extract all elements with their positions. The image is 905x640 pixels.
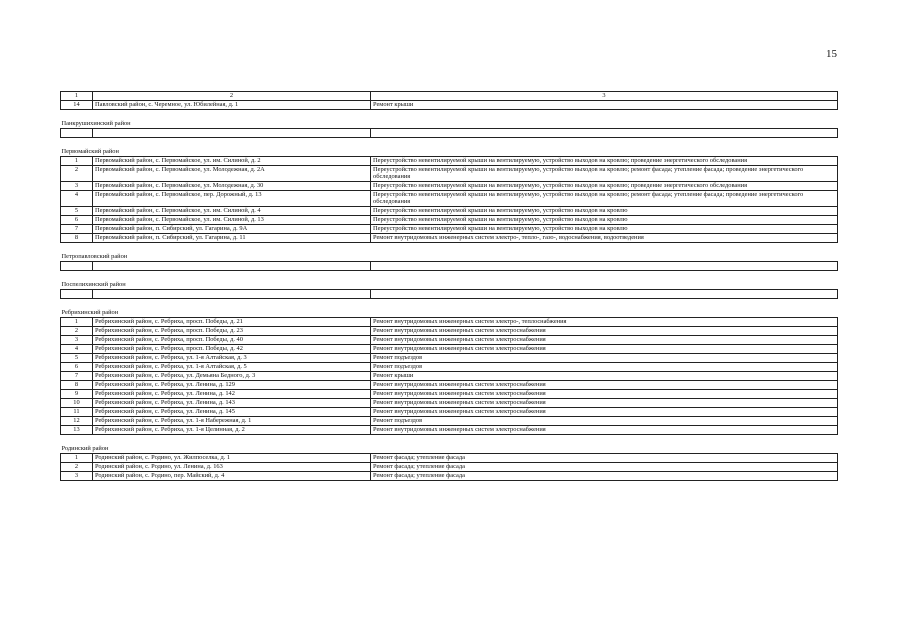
table-row bbox=[61, 425, 838, 434]
row-work: Переустройство невентилируемой крыши на вентилируемую, устройство выходов на кровлю; ремонт фасада; утепление фасада; проведение энергетического обследования bbox=[371, 190, 838, 206]
row-work: Ремонт внутридомовых инженерных систем электроснабжения bbox=[371, 326, 838, 335]
row-address: Первомайский район, с. Первомайское, пер. Дорожный, д. 13 bbox=[93, 190, 371, 206]
table-row bbox=[61, 233, 838, 242]
table-row bbox=[61, 181, 838, 190]
table-row bbox=[61, 453, 838, 462]
row-number: 12 bbox=[61, 416, 93, 425]
district-name: Родинский район bbox=[61, 434, 838, 453]
table-row bbox=[61, 206, 838, 215]
table-row bbox=[61, 224, 838, 233]
row-number: 7 bbox=[61, 371, 93, 380]
table-body bbox=[61, 92, 838, 481]
row-address: Первомайский район, п. Сибирский, ул. Гагарина, д. 9А bbox=[93, 224, 371, 233]
row-address: Ребрихинский район, с. Ребриха, просп. Победы, д. 23 bbox=[93, 326, 371, 335]
row-work: Ремонт внутридомовых инженерных систем электроснабжения bbox=[371, 335, 838, 344]
empty-cell-number bbox=[61, 261, 93, 270]
row-number: 3 bbox=[61, 471, 93, 480]
row-address: Первомайский район, с. Первомайское, ул. им. Силиной, д. 4 bbox=[93, 206, 371, 215]
table-row bbox=[61, 371, 838, 380]
row-address: Ребрихинский район, с. Ребриха, ул. Ленина, д. 129 bbox=[93, 380, 371, 389]
empty-cell-work bbox=[371, 289, 838, 298]
repair-program-table bbox=[60, 91, 838, 481]
table-row bbox=[61, 362, 838, 371]
row-work: Ремонт внутридомовых инженерных систем электроснабжения bbox=[371, 389, 838, 398]
table-row bbox=[61, 326, 838, 335]
table-row bbox=[61, 156, 838, 165]
row-work: Ремонт внутридомовых инженерных систем электроснабжения bbox=[371, 398, 838, 407]
header-col-address: 2 bbox=[93, 92, 371, 101]
table-row bbox=[61, 407, 838, 416]
table-row bbox=[61, 380, 838, 389]
row-work: Ремонт внутридомовых инженерных систем электроснабжения bbox=[371, 407, 838, 416]
row-number: 11 bbox=[61, 407, 93, 416]
row-address: Первомайский район, с. Первомайское, ул. им. Силиной, д. 2 bbox=[93, 156, 371, 165]
row-number: 4 bbox=[61, 344, 93, 353]
row-number: 5 bbox=[61, 353, 93, 362]
row-number: 6 bbox=[61, 215, 93, 224]
district-section-row bbox=[61, 109, 838, 128]
row-number: 2 bbox=[61, 165, 93, 181]
row-address: Ребрихинский район, с. Ребриха, ул. 1-я Целинная, д. 2 bbox=[93, 425, 371, 434]
row-work: Ремонт крыши bbox=[371, 371, 838, 380]
row-number: 2 bbox=[61, 462, 93, 471]
row-work: Переустройство невентилируемой крыши на вентилируемую, устройство выходов на кровлю; проведение энергетического обследования bbox=[371, 181, 838, 190]
district-name: Поспелихинский район bbox=[61, 270, 838, 289]
row-address: Ребрихинский район, с. Ребриха, ул. 1-я Алтайская, д. 3 bbox=[93, 353, 371, 362]
table-row bbox=[61, 462, 838, 471]
row-work: Ремонт фасада; утепление фасада bbox=[371, 471, 838, 480]
district-section-row bbox=[61, 137, 838, 156]
row-work: Ремонт внутридомовых инженерных систем электро-, тепло-, газо-, водоснабжения, водоотведения bbox=[371, 233, 838, 242]
district-section-row bbox=[61, 298, 838, 317]
row-number: 1 bbox=[61, 317, 93, 326]
table-row bbox=[61, 471, 838, 480]
row-number: 14 bbox=[61, 100, 93, 109]
district-section-row bbox=[61, 270, 838, 289]
row-work: Ремонт подъездов bbox=[371, 362, 838, 371]
empty-row bbox=[61, 261, 838, 270]
district-name: Панкрушихинский район bbox=[61, 109, 838, 128]
row-address: Родинский район, с. Родино, ул. Жилпоселка, д. 1 bbox=[93, 453, 371, 462]
row-work: Переустройство невентилируемой крыши на вентилируемую, устройство выходов на кровлю; ремонт фасада; утепление фасада; проведение энергетического обследования bbox=[371, 165, 838, 181]
table-row bbox=[61, 389, 838, 398]
empty-cell-address bbox=[93, 128, 371, 137]
district-name: Петропавловский район bbox=[61, 242, 838, 261]
row-number: 9 bbox=[61, 389, 93, 398]
empty-cell-work bbox=[371, 128, 838, 137]
row-work: Ремонт фасада; утепление фасада bbox=[371, 462, 838, 471]
empty-cell-address bbox=[93, 289, 371, 298]
row-address: Ребрихинский район, с. Ребриха, ул. Ленина, д. 143 bbox=[93, 398, 371, 407]
row-number: 6 bbox=[61, 362, 93, 371]
table-row bbox=[61, 335, 838, 344]
district-name: Первомайский район bbox=[61, 137, 838, 156]
empty-cell-number bbox=[61, 128, 93, 137]
row-address: Родинский район, с. Родино, пер. Майский, д. 4 bbox=[93, 471, 371, 480]
row-address: Ребрихинский район, с. Ребриха, ул. Демьяна Бедного, д. 3 bbox=[93, 371, 371, 380]
row-number: 4 bbox=[61, 190, 93, 206]
table-row bbox=[61, 344, 838, 353]
row-work: Переустройство невентилируемой крыши на вентилируемую, устройство выходов на кровлю; проведение энергетического обследования bbox=[371, 156, 838, 165]
row-number: 8 bbox=[61, 380, 93, 389]
row-work: Ремонт внутридомовых инженерных систем электроснабжения bbox=[371, 425, 838, 434]
row-address: Ребрихинский район, с. Ребриха, просп. Победы, д. 42 bbox=[93, 344, 371, 353]
row-address: Ребрихинский район, с. Ребриха, ул. Ленина, д. 145 bbox=[93, 407, 371, 416]
table-row bbox=[61, 317, 838, 326]
row-number: 3 bbox=[61, 181, 93, 190]
row-number: 2 bbox=[61, 326, 93, 335]
row-number: 8 bbox=[61, 233, 93, 242]
row-work: Ремонт крыши bbox=[371, 100, 838, 109]
header-col-work: 3 bbox=[371, 92, 838, 101]
table-row bbox=[61, 416, 838, 425]
empty-row bbox=[61, 128, 838, 137]
row-address: Первомайский район, п. Сибирский, ул. Гагарина, д. 11 bbox=[93, 233, 371, 242]
row-address: Ребрихинский район, с. Ребриха, просп. Победы, д. 21 bbox=[93, 317, 371, 326]
row-number: 10 bbox=[61, 398, 93, 407]
row-address: Первомайский район, с. Первомайское, ул. им. Силиной, д. 13 bbox=[93, 215, 371, 224]
page-number: 15 bbox=[826, 48, 837, 60]
row-address: Павловский район, с. Черемное, ул. Юбилейная, д. 1 bbox=[93, 100, 371, 109]
row-address: Ребрихинский район, с. Ребриха, ул. Ленина, д. 142 bbox=[93, 389, 371, 398]
empty-cell-number bbox=[61, 289, 93, 298]
table-header-row bbox=[61, 92, 838, 101]
district-section-row bbox=[61, 242, 838, 261]
row-work: Ремонт внутридомовых инженерных систем электро-, теплоснабжения bbox=[371, 317, 838, 326]
table-row bbox=[61, 353, 838, 362]
row-address: Родинский район, с. Родино, ул. Ленина, д. 163 bbox=[93, 462, 371, 471]
row-work: Ремонт внутридомовых инженерных систем электроснабжения bbox=[371, 344, 838, 353]
row-address: Ребрихинский район, с. Ребриха, ул. 1-я Набережная, д. 1 bbox=[93, 416, 371, 425]
row-number: 7 bbox=[61, 224, 93, 233]
table-row bbox=[61, 398, 838, 407]
row-work: Ремонт подъездов bbox=[371, 416, 838, 425]
header-col-number: 1 bbox=[61, 92, 93, 101]
table-row bbox=[61, 165, 838, 181]
row-work: Ремонт фасада; утепление фасада bbox=[371, 453, 838, 462]
row-number: 13 bbox=[61, 425, 93, 434]
row-address: Ребрихинский район, с. Ребриха, ул. 1-я Алтайская, д. 5 bbox=[93, 362, 371, 371]
empty-cell-work bbox=[371, 261, 838, 270]
row-number: 1 bbox=[61, 156, 93, 165]
row-number: 5 bbox=[61, 206, 93, 215]
row-work: Ремонт подъездов bbox=[371, 353, 838, 362]
row-number: 3 bbox=[61, 335, 93, 344]
row-address: Первомайский район, с. Первомайское, ул. Молодежная, д. 30 bbox=[93, 181, 371, 190]
table-row bbox=[61, 100, 838, 109]
empty-row bbox=[61, 289, 838, 298]
row-number: 1 bbox=[61, 453, 93, 462]
row-work: Переустройство невентилируемой крыши на вентилируемую, устройство выходов на кровлю bbox=[371, 224, 838, 233]
table-row bbox=[61, 190, 838, 206]
empty-cell-address bbox=[93, 261, 371, 270]
row-address: Первомайский район, с. Первомайское, ул. Молодежная, д. 2А bbox=[93, 165, 371, 181]
row-address: Ребрихинский район, с. Ребриха, просп. Победы, д. 40 bbox=[93, 335, 371, 344]
row-work: Ремонт внутридомовых инженерных систем электроснабжения bbox=[371, 380, 838, 389]
district-name: Ребрихинский район bbox=[61, 298, 838, 317]
row-work: Переустройство невентилируемой крыши на вентилируемую, устройство выходов на кровлю bbox=[371, 215, 838, 224]
table-row bbox=[61, 215, 838, 224]
row-work: Переустройство невентилируемой крыши на вентилируемую, устройство выходов на кровлю bbox=[371, 206, 838, 215]
district-section-row bbox=[61, 434, 838, 453]
